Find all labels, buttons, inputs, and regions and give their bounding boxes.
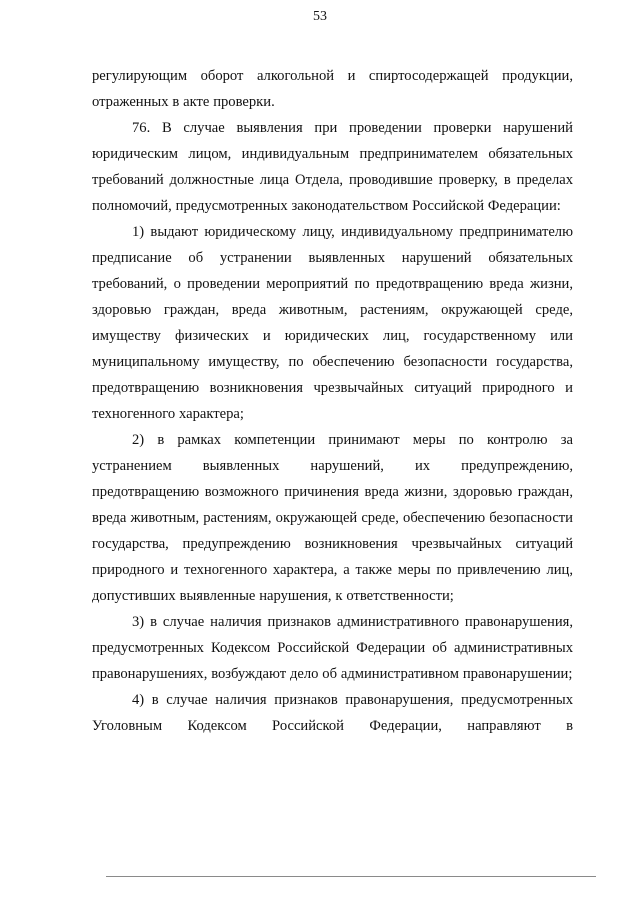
paragraph-subitem-4: 4) в случае наличия признаков правонарушения, предусмотренных Уголовным Кодексом Российской Федерации, направляют в	[92, 692, 573, 734]
bottom-scan-line	[106, 876, 596, 877]
paragraph-continuation: регулирующим оборот алкогольной и спиртосодержащей продукции, отраженных в акте проверки.	[92, 68, 573, 110]
paragraph-subitem-3: 3) в случае наличия признаков административного правонарушения, предусмотренных Кодексом Российской Федерации об административных правонарушениях, возбуждают дело об административном правонарушении;	[92, 614, 573, 682]
page-number: 53	[313, 9, 327, 24]
paragraph-subitem-1: 1) выдают юридическому лицу, индивидуальному предпринимателю предписание об устранении выявленных нарушений обязательных требований, о проведении мероприятий по предотвращению вреда жизни, здоровью граждан, вреда животным, растениям, окружающей среде, имуществу физических и юридических лиц, государственному или муниципальному имуществу, по обеспечению безопасности государства, предотвращению возникновения чрезвычайных ситуаций природного и техногенного характера;	[92, 224, 573, 422]
paragraph-item-76: 76. В случае выявления при проведении проверки нарушений юридическим лицом, индивидуальным предпринимателем обязательных требований должностные лица Отдела, проводившие проверку, в пределах полномочий, предусмотренных законодательством Российской Федерации:	[92, 120, 573, 214]
document-body	[92, 63, 573, 739]
paragraph-subitem-2: 2) в рамках компетенции принимают меры по контролю за устранением выявленных нарушений, их предупреждению, предотвращению возможного причинения вреда жизни, здоровью граждан, вреда животным, растениям, окружающей среде, обеспечению безопасности государства, предупреждению возникновения чрезвычайных ситуаций природного и техногенного характера, а также меры по привлечению лиц, допустивших выявленные нарушения, к ответственности;	[92, 432, 573, 604]
